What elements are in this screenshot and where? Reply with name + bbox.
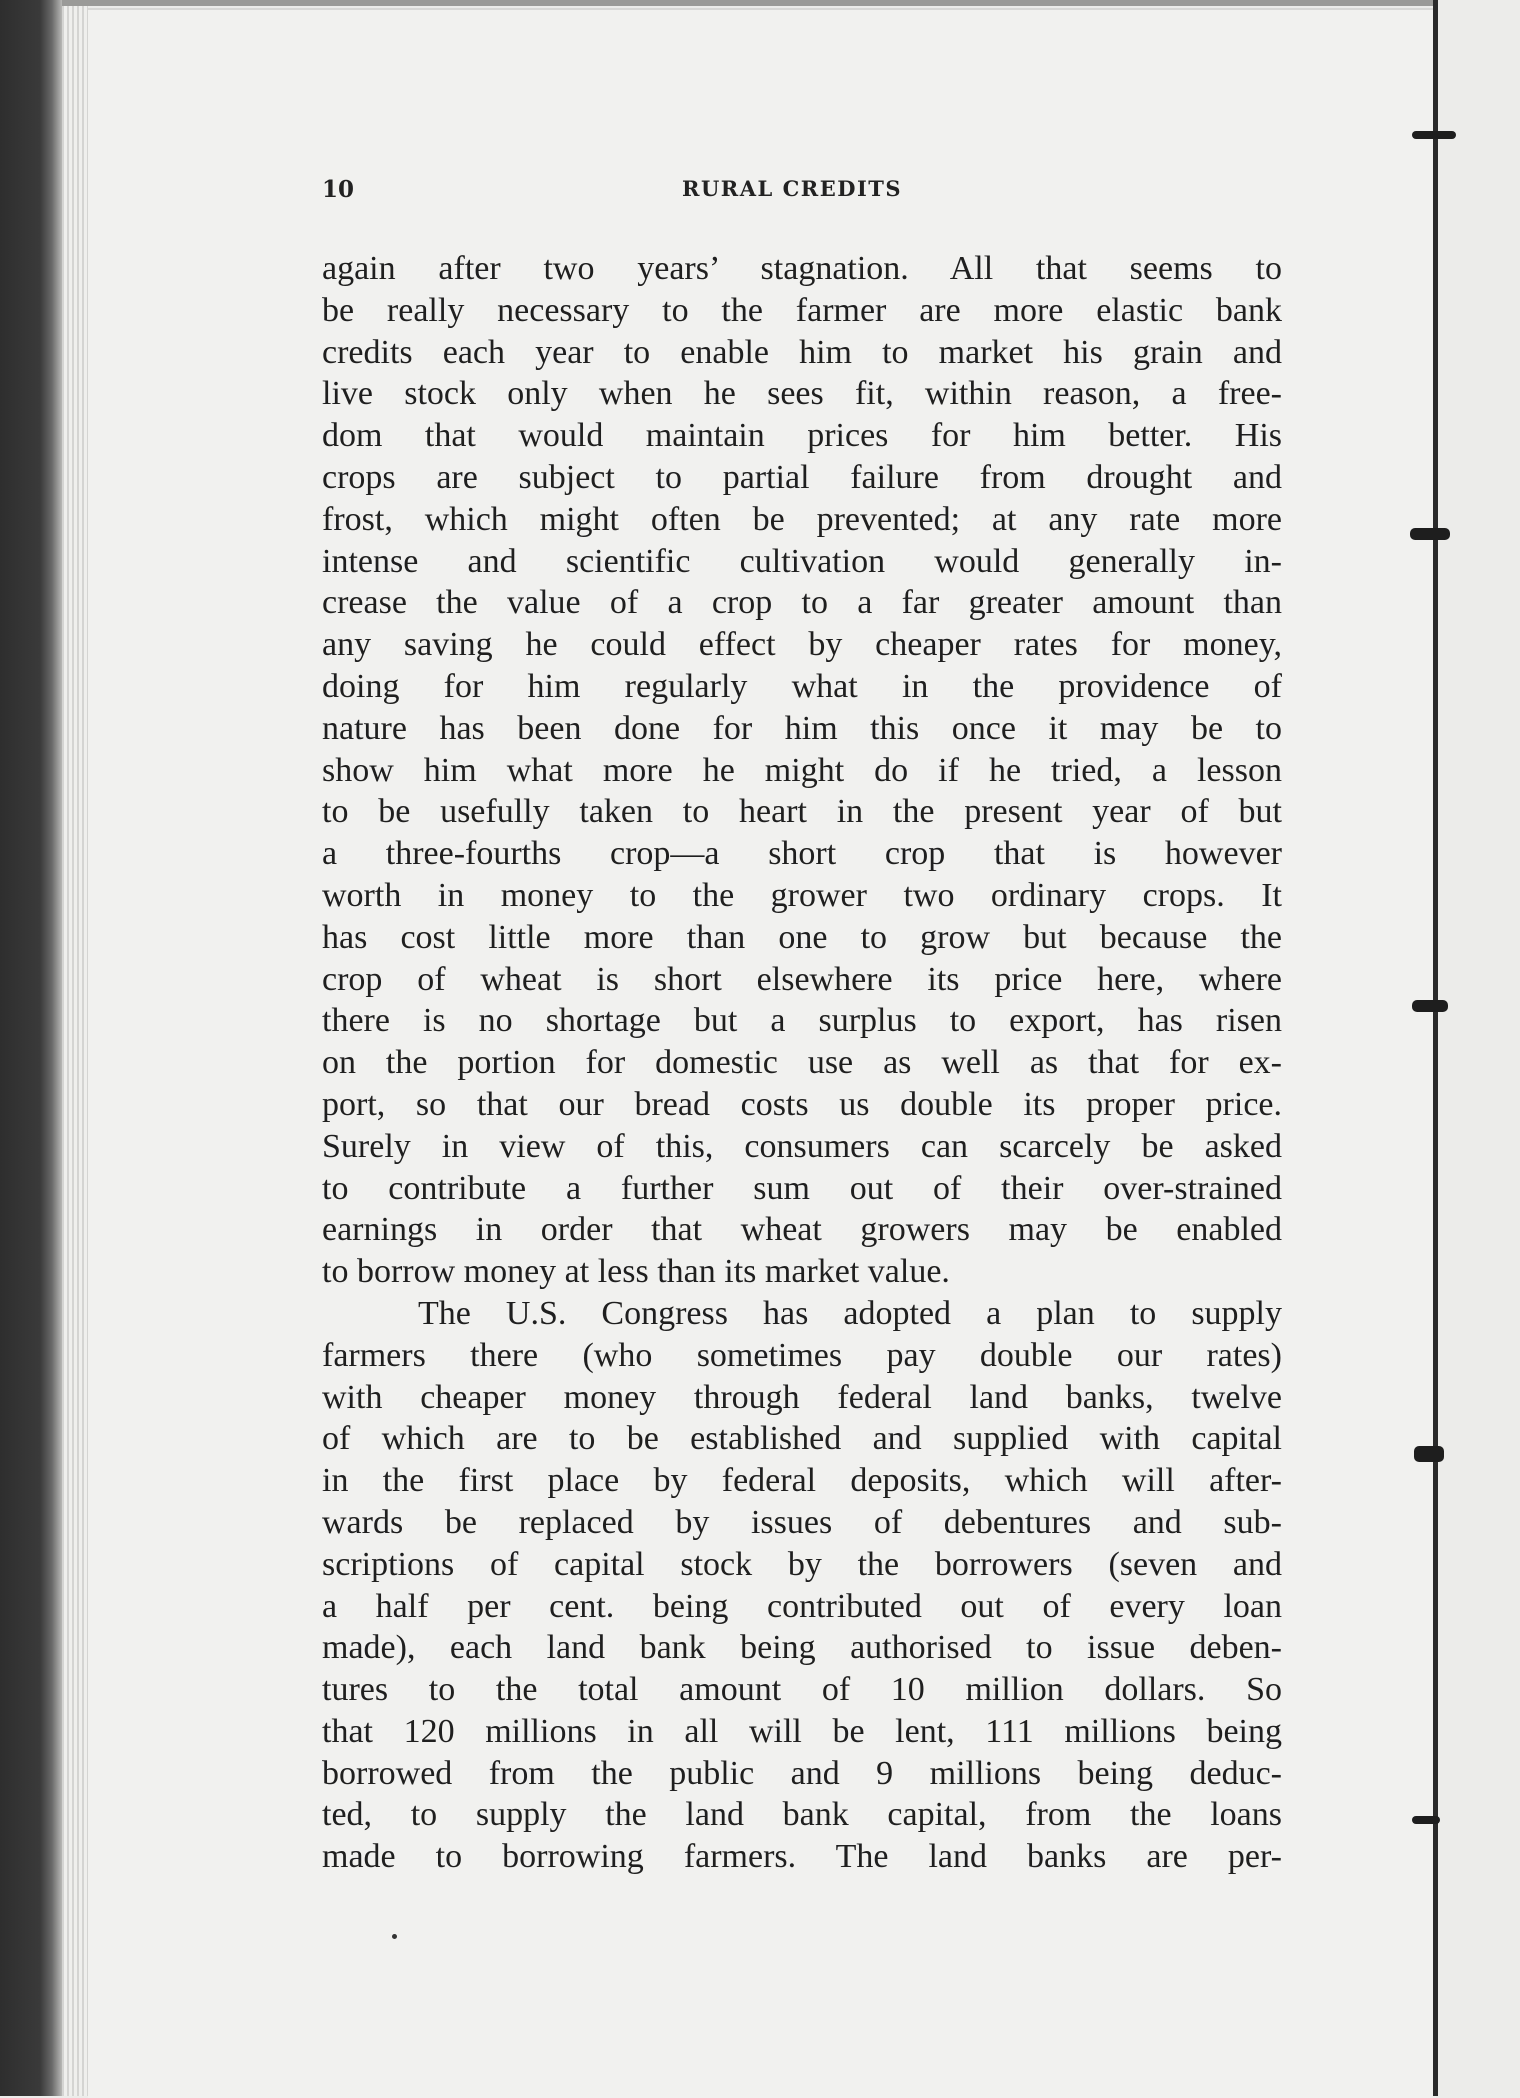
top-page-edge xyxy=(62,0,1442,6)
text-line: be really necessary to the farmer are more elastic bank xyxy=(322,291,1282,329)
text-line: Surely in view of this, consumers can scarcely be asked xyxy=(322,1127,1282,1165)
text-line: wards be replaced by issues of debentures and sub- xyxy=(322,1503,1282,1541)
paragraph-2 xyxy=(322,1293,1282,1878)
text-line: dom that would maintain prices for him better. His xyxy=(322,417,1282,455)
text-line: has cost little more than one to grow but because the xyxy=(322,918,1282,956)
text-line: made), each land bank being authorised to issue deben- xyxy=(322,1629,1282,1667)
text-line: intense and scientific cultivation would generally in- xyxy=(322,542,1282,580)
text-line: frost, which might often be prevented; at any rate more xyxy=(322,500,1282,538)
binding-tick-3 xyxy=(1412,1000,1448,1012)
text-line: a three-fourths crop—a short crop that is however xyxy=(322,835,1282,873)
page-number: 10 xyxy=(322,176,355,203)
text-line: ted, to supply the land bank capital, from the loans xyxy=(322,1796,1282,1834)
text-line: crop of wheat is short elsewhere its price here, where xyxy=(322,960,1282,998)
paragraph-1 xyxy=(322,248,1282,1293)
text-line: made to borrowing farmers. The land banks are per- xyxy=(322,1838,1282,1876)
page-header xyxy=(322,176,1282,210)
text-line: port, so that our bread costs us double its proper price. xyxy=(322,1085,1282,1123)
text-line: to be usefully taken to heart in the present year of but xyxy=(322,793,1282,831)
text-line: farmers there (who sometimes pay double our rates) xyxy=(322,1336,1282,1374)
running-title: RURAL CREDITS xyxy=(682,176,903,201)
text-line: show him what more he might do if he tried, a lesson xyxy=(322,751,1282,789)
text-line: a half per cent. being contributed out of every loan xyxy=(322,1587,1282,1625)
text-line: The U.S. Congress has adopted a plan to supply xyxy=(418,1294,1282,1332)
text-line: tures to the total amount of 10 million dollars. So xyxy=(322,1671,1282,1709)
page-leaf-edges xyxy=(62,0,88,2096)
text-line: there is no shortage but a surplus to export, has risen xyxy=(322,1002,1282,1040)
text-line: of which are to be established and supplied with capital xyxy=(322,1420,1282,1458)
text-line: nature has been done for him this once it may be to xyxy=(322,709,1282,747)
text-line: borrowed from the public and 9 millions being deduc- xyxy=(322,1754,1282,1792)
text-line: crops are subject to partial failure from drought and xyxy=(322,458,1282,496)
text-line: in the first place by federal deposits, which will after- xyxy=(322,1462,1282,1500)
scanner-edge xyxy=(0,0,62,2096)
binding-tick-1 xyxy=(1412,131,1456,139)
text-line: earnings in order that wheat growers may be enabled xyxy=(322,1211,1282,1249)
text-line: that 120 millions in all will be lent, 111 millions being xyxy=(322,1712,1282,1750)
text-line: any saving he could effect by cheaper rates for money, xyxy=(322,626,1282,664)
text-line: to contribute a further sum out of their over-strained xyxy=(322,1169,1282,1207)
binding-tick-2 xyxy=(1410,528,1450,540)
binding-margin xyxy=(1436,0,1520,2096)
text-line: on the portion for domestic use as well as that for ex- xyxy=(322,1044,1282,1082)
binding-line xyxy=(1433,0,1438,2096)
body-text xyxy=(322,248,1282,1878)
text-line: scriptions of capital stock by the borrowers (seven and xyxy=(322,1545,1282,1583)
binding-tick-4 xyxy=(1414,1446,1444,1462)
text-line: with cheaper money through federal land banks, twelve xyxy=(322,1378,1282,1416)
text-line: worth in money to the grower two ordinary crops. It xyxy=(322,876,1282,914)
text-line: credits each year to enable him to market his grain and xyxy=(322,333,1282,371)
text-line: to borrow money at less than its market value. xyxy=(322,1253,950,1291)
text-line: live stock only when he sees fit, within reason, a free- xyxy=(322,375,1282,413)
text-line: doing for him regularly what in the providence of xyxy=(322,667,1282,705)
binding-tick-5 xyxy=(1412,1816,1440,1824)
text-line: crease the value of a crop to a far greater amount than xyxy=(322,584,1282,622)
text-line: again after two years’ stagnation. All that seems to xyxy=(322,250,1282,287)
print-speck xyxy=(392,1934,397,1939)
